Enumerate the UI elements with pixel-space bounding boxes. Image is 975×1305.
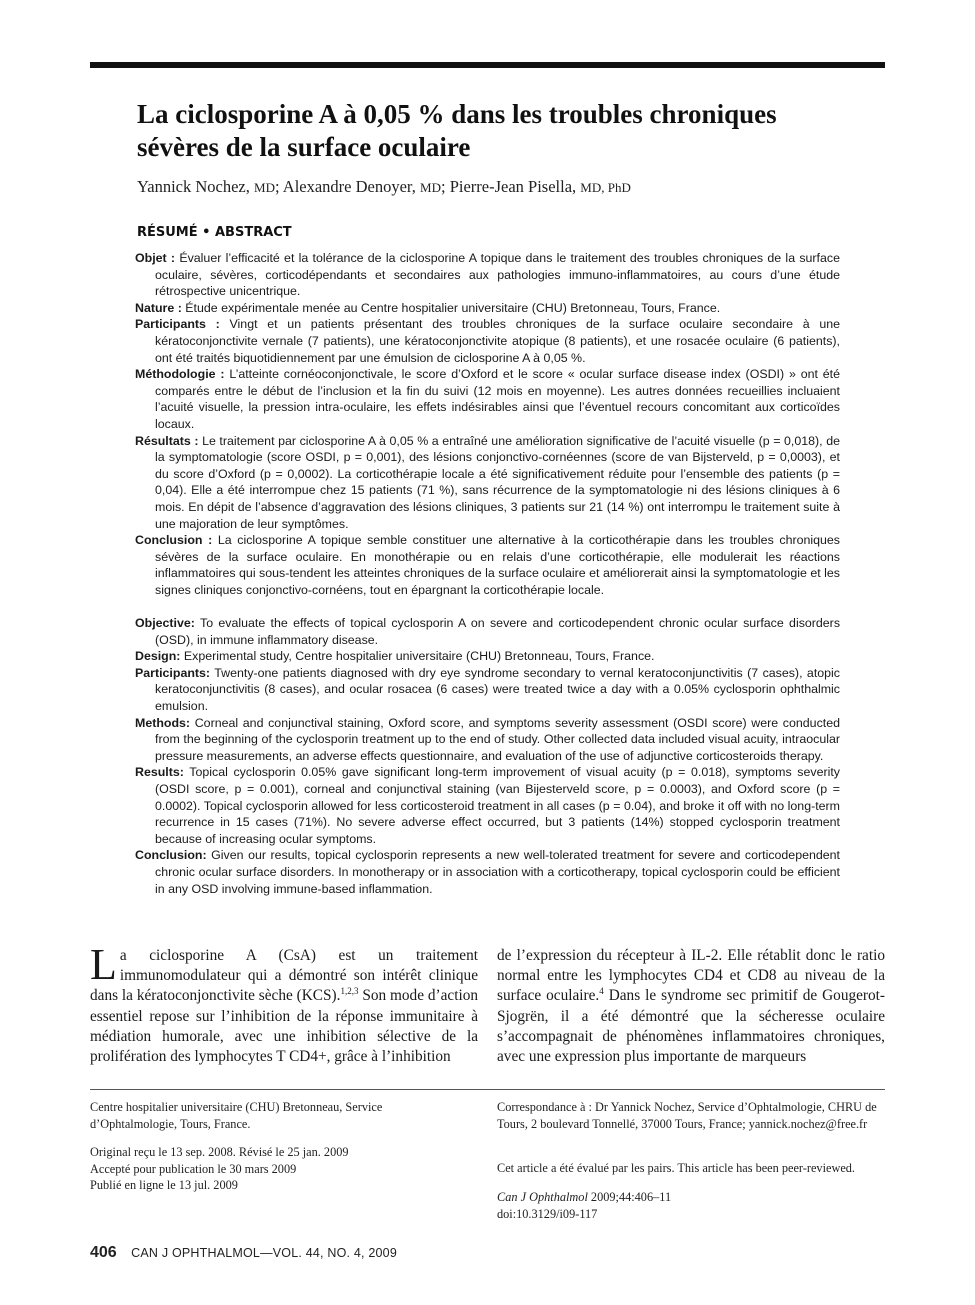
section-text: Experimental study, Centre hospitalier universitaire (CHU) Bretonneau, Tours, France. xyxy=(183,649,655,664)
page-number: 406 xyxy=(90,1244,117,1261)
section-label: Conclusion: xyxy=(135,848,207,863)
section-text: Corneal and conjunctival staining, Oxford score, and symptoms severity assessment (OSDI score) were conducted from the beginning of the cyclosporin treatment up to the end of study. Other collected data included visual acuity, intraocular pressure measurements, an adverse effects questionnaire, and evaluation of the use of adjunctive corticosteroids therapy. xyxy=(155,715,840,763)
author-degree: MD xyxy=(254,180,275,195)
correspondence-note xyxy=(497,1099,885,1132)
article-title: La ciclosporine A à 0,05 % dans les troubles chroniques sévères de la surface oculaire xyxy=(137,99,777,162)
doi-text: doi:10.3129/i09-117 xyxy=(497,1206,598,1221)
section-text: Given our results, topical cyclosporin represents a new well-tolerated treatment for severe and corticodependent chronic ocular surface disorders. In monotherapy or in association with a corticotherapy, topical cyclosporin could be efficient in any OSD involving immune-based inflammation. xyxy=(155,848,840,896)
journal-footer: CAN J OPHTHALMOL—VOL. 44, NO. 4, 2009 xyxy=(131,1246,397,1260)
page-footer xyxy=(90,1244,397,1262)
resume-methodologie xyxy=(135,366,840,432)
author-name: Alexandre Denoyer, xyxy=(282,177,416,196)
header-rule xyxy=(90,62,885,68)
body-text: Dans le syndrome sec primitif de Gougerot-Sjogrën, il a été démontré que la sécheresse oculaire s’accompagnait de phénomènes inflammatoires chroniques, avec une expression plus importante de marqueurs xyxy=(497,987,885,1066)
author-separator: ; xyxy=(440,177,446,196)
accepted-date: Accepté pour publication le 30 mars 2009 xyxy=(90,1161,297,1176)
section-label: Design: xyxy=(135,649,181,664)
affiliation-text: Centre hospitalier universitaire (CHU) Bretonneau, Service d’Ophtalmologie, Tours, France. xyxy=(90,1100,383,1131)
dates-note xyxy=(90,1144,420,1194)
abstract-heading: RÉSUMÉ • ABSTRACT xyxy=(137,225,292,240)
abstract-methods xyxy=(135,715,840,765)
section-text: Topical cyclosporin 0.05% gave significant long-term improvement of visual acuity (p = 0.018), symptoms severity (OSDI score, p = 0.001), corneal and conjunctival staining (van Bijesterveld score, p = 0.0003), and Oxford score (p = 0.0002). Topical cyclosporin allowed for less corticosteroid treatment in all cases (p = 0.04), and broke it off with no long-term recurrence in 15 cases (71%). No severe adverse effect occurred, but 3 patients (14%) stopped cyclosporin treatment because of increasing ocular symptoms. xyxy=(155,765,840,846)
drop-cap: L xyxy=(90,940,117,989)
citation-journal: Can J Ophthalmol xyxy=(497,1190,588,1204)
section-text: Twenty-one patients diagnosed with dry eye syndrome secondary to vernal keratoconjunctivitis (7 cases), atopic keratoconjunctivitis (8 cases), and ocular rosacea (6 cases) were treated twice a day with a 0.05% cyclosporin ophthalmic emulsion. xyxy=(155,665,840,713)
author-name: Pierre-Jean Pisella, xyxy=(449,177,577,196)
abstract-section xyxy=(135,615,840,897)
affiliation-note xyxy=(90,1099,420,1132)
section-label: Methods: xyxy=(135,715,191,730)
received-date: Original reçu le 13 sep. 2008. Révisé le 25 jan. 2009 xyxy=(90,1145,349,1159)
abstract-design xyxy=(135,648,840,665)
author-degree: MD, PhD xyxy=(580,180,631,195)
section-text: Évaluer l’efficacité et la tolérance de la ciclosporine A topique dans le traitement des troubles chroniques de la surface oculaire, sévères, corticodépendants et secondaires aux pathologies immuno-inflammatoires, au cours d’une étude rétrospective unicentrique. xyxy=(155,251,840,299)
section-label: Participants: xyxy=(135,665,211,680)
abstract-objective xyxy=(135,615,840,648)
citation-note xyxy=(497,1189,885,1222)
section-text: Le traitement par ciclosporine A à 0,05 % a entraîné une amélioration significative de l’acuité visuelle (p = 0,018), de la symptomatologie (score OSDI, p = 0,001), des lésions conjonctivo-cornéennes (score de van Bijsterveld, p = 0,0003), et du score d’Oxford (p = 0,0002). La corticothérapie locale a été significativement réduite pour l’ensemble des patients (p = 0,04). Elle a été interrompue chez 15 patients (71 %), sans récurrence de la symptomatologie ni des lésions cliniques à 6 mois. En dépit de l’absence d’aggravation des lésions cliniques, 3 patients sur 21 (14 %) ont interrompu le traitement suite à une majoration de leur symptômes. xyxy=(155,433,840,531)
peer-review-note xyxy=(497,1160,885,1177)
author-degree: MD xyxy=(420,180,441,195)
abstract-participants xyxy=(135,665,840,715)
author-name: Yannick Nochez, xyxy=(137,177,250,196)
section-text: To evaluate the effects of topical cyclosporin A on severe and corticodependent chronic ocular surface disorders (OSD), in immune inflammatory disease. xyxy=(155,616,841,647)
section-text: Vingt et un patients présentant des troubles chroniques de la surface oculaire secondaire à une kératoconjonctivite vernale (7 patients), une kératoconjonctivite atopique (8 patients), et une rosacée oculaire (6 patients), ont été traités biquotidiennement par une émulsion de ciclosporine A à 0,05 %. xyxy=(155,317,840,365)
reference-superscript: 1,2,3 xyxy=(340,986,359,997)
peer-review-text: Cet article a été évalué par les pairs. This article has been peer-reviewed. xyxy=(497,1161,856,1175)
resume-participants xyxy=(135,316,840,366)
resume-nature xyxy=(135,300,840,317)
body-text: Son mode d’action essentiel repose sur l’inhibition de la réponse immunitaire à médiation humorale, avec une inhibition sélective de la prolifération des lymphocytes T CD4+, grâce à l’inhibition xyxy=(90,987,478,1066)
section-label: Conclusion : xyxy=(135,533,213,548)
section-label: Objective: xyxy=(135,616,195,630)
section-text: Étude expérimentale menée au Centre hospitalier universitaire (CHU) Bretonneau, Tours, France. xyxy=(185,300,721,315)
body-text: de l’expression du récepteur à IL-2. Elle rétablit donc le ratio normal entre les lymphocytes CD4 et CD8 au niveau de la surface oculaire. xyxy=(497,947,885,1005)
section-label: Méthodologie : xyxy=(135,367,225,382)
resume-resultats xyxy=(135,433,840,533)
published-date: Publié en ligne le 13 jul. 2009 xyxy=(90,1178,238,1193)
section-label: Résultats : xyxy=(135,433,199,448)
resume-conclusion xyxy=(135,532,840,598)
abstract-results xyxy=(135,764,840,847)
citation-volume: 2009;44:406–11 xyxy=(587,1190,672,1204)
resume-section xyxy=(135,250,840,598)
footnote-rule xyxy=(90,1089,885,1090)
author-list xyxy=(137,176,857,199)
section-label: Participants : xyxy=(135,317,220,332)
author-separator: ; xyxy=(274,177,280,196)
section-text: La ciclosporine A topique semble constituer une alternative à la corticothérapie dans les troubles chroniques sévères de la surface oculaire. En monothérapie ou en relais d’une corticothérapie, elle modulerait les réactions inflammatoires qui sous-tendent les atteintes chroniques de la surface oculaire et améliorerait ainsi la symptomatologie et les signes cliniques conjonctivo-cornéens, tout en épargnant la corticothérapie locale. xyxy=(155,533,840,597)
body-text: a ciclosporine A (CsA) est un traitement immunomodulateur qui a démontré son intérêt clinique dans la kératoconjonctivite sèche (KCS). xyxy=(90,947,478,1005)
section-text: L’atteinte cornéoconjonctivale, le score d’Oxford et le score « ocular surface disease index (OSDI) » ont été comparés entre le début de l’inclusion et la fin du suivi (12 mois en moyenne). Les autres données recueillies incluaient l’acuité visuelle, la pression intra-oculaire, les effets indésirables ainsi que l’éventuel recours concomitant aux corticoïdes locaux. xyxy=(155,367,840,431)
correspondence-text: Correspondance à : Dr Yannick Nochez, Service d’Ophtalmologie, CHRU de Tours, 2 boulevard Tonnellé, 37000 Tours, France; yannick.nochez@free.fr xyxy=(497,1100,877,1131)
section-label: Nature : xyxy=(135,300,182,315)
reference-superscript: 4 xyxy=(599,986,604,997)
body-column-left xyxy=(90,940,478,1067)
body-column-right xyxy=(497,946,885,1067)
section-label: Results: xyxy=(135,765,184,780)
citation-line xyxy=(497,1189,885,1206)
abstract-conclusion xyxy=(135,847,840,897)
section-label: Objet : xyxy=(135,251,176,265)
resume-objet xyxy=(135,250,840,300)
